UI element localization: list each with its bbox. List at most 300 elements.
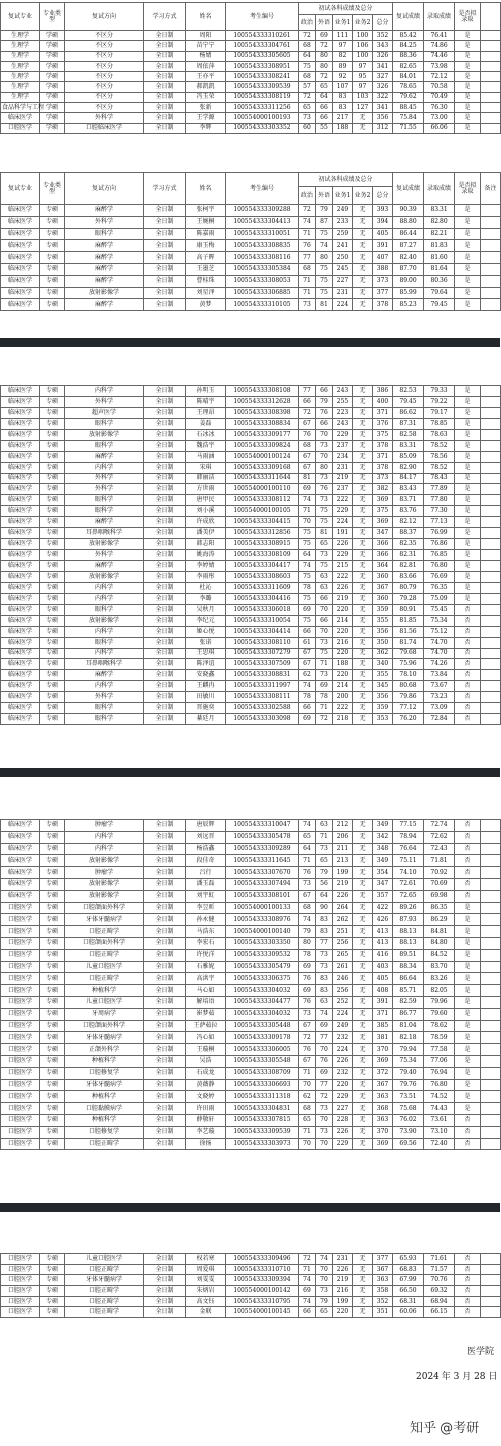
table-row (1, 1286, 501, 1297)
table-cell: 内科学 (65, 843, 144, 855)
table-cell: 全日制 (144, 831, 186, 843)
table-cell: 73.00 (424, 113, 455, 123)
table-cell: 石冰冰 (186, 429, 226, 440)
table-cell: 口腔正畸学 (65, 926, 144, 938)
table-cell: 72.40 (424, 1138, 455, 1150)
table-cell (481, 386, 501, 397)
table-cell (481, 648, 501, 659)
table-cell: 放射影像学 (65, 890, 144, 902)
table-cell: 84.52 (424, 949, 455, 961)
table-cell: 是 (455, 252, 481, 264)
table-row (1, 1067, 501, 1079)
table-cell: 219 (333, 878, 353, 890)
table-cell: 69.98 (424, 890, 455, 902)
table-cell: 无 (353, 1275, 373, 1286)
table-cell: 79.60 (424, 1008, 455, 1020)
table-cell: 220 (333, 1079, 353, 1091)
table-cell: 191 (333, 528, 353, 539)
table-cell: 72 (299, 1032, 316, 1044)
table-cell: 全日制 (144, 1103, 186, 1115)
table-cell: 学硕 (40, 82, 65, 92)
table-cell: 专硕 (40, 1138, 65, 1150)
table-cell: 79.45 (393, 396, 424, 407)
col-header: 复试专业 (1, 173, 40, 205)
table-cell: 种植科学 (65, 1091, 144, 1103)
table-cell: 86.44 (393, 228, 424, 240)
table-cell: 382 (373, 484, 393, 495)
table-cell: 100554333308709 (226, 1067, 299, 1079)
table-cell: 73 (316, 473, 333, 484)
table-cell: 王墨芝 (186, 263, 226, 275)
table-cell: 食品科学与工程 (1, 103, 40, 113)
table-cell: 专硕 (40, 914, 65, 926)
table-cell: 74.26 (424, 659, 455, 670)
table-row (1, 495, 501, 506)
table-cell: 79.64 (424, 287, 455, 299)
table-cell: 临床医学 (1, 703, 40, 714)
table-row (1, 1264, 501, 1275)
table-cell: 69 (316, 31, 333, 41)
table-cell: 70 (316, 451, 333, 462)
table-cell: 100554333305478 (226, 831, 299, 843)
table-cell: 78.43 (424, 473, 455, 484)
table-cell: 专硕 (40, 1079, 65, 1091)
table-cell: 371 (373, 1008, 393, 1020)
table-cell: 全日制 (144, 615, 186, 626)
col-header: 专业类型 (40, 173, 65, 205)
table-cell: 87.31 (393, 418, 424, 429)
table-cell: 359 (373, 703, 393, 714)
table-cell: 否 (455, 604, 481, 615)
table-cell: 237 (333, 484, 353, 495)
table-cell: 口腔正畸学 (65, 949, 144, 961)
table-cell: 牙周病学 (65, 1008, 144, 1020)
table-cell: 100554000100105 (226, 506, 299, 517)
table-cell: 83 (316, 926, 333, 938)
table-cell: 78.10 (393, 670, 424, 681)
table-cell: 100554333307670 (226, 867, 299, 879)
table-cell: 369 (373, 1055, 393, 1067)
table-cell: 临床医学 (1, 440, 40, 451)
table-cell: 无 (353, 582, 373, 593)
table-cell: 学硕 (40, 92, 65, 102)
table-cell: 385 (373, 1020, 393, 1032)
table-cell: 76.99 (424, 528, 455, 539)
table-cell: 81.64 (424, 263, 455, 275)
table-cell: 文晓婷 (186, 1091, 226, 1103)
table-cell: 79.76 (393, 1079, 424, 1091)
table-cell: 377 (373, 287, 393, 299)
table-cell: 85.09 (393, 451, 424, 462)
col-header: 复试方向 (65, 173, 144, 205)
table-cell: 363 (373, 1275, 393, 1286)
table-cell: 103 (353, 92, 373, 102)
table-cell: 79.33 (424, 386, 455, 397)
table-cell: 专硕 (40, 902, 65, 914)
table-cell: 全日制 (144, 593, 186, 604)
table-cell: 方世雨 (186, 484, 226, 495)
table-cell: 不区分 (65, 103, 144, 113)
table-cell (481, 263, 501, 275)
table-cell: 无 (353, 867, 373, 879)
table-cell: 100554333310054 (226, 615, 299, 626)
table-cell: 全日制 (144, 890, 186, 902)
table-cell: 214 (333, 615, 353, 626)
table-cell (481, 275, 501, 287)
table-cell: 全日制 (144, 299, 186, 311)
table-cell: 全日制 (144, 914, 186, 926)
col-header: 总分 (373, 187, 393, 205)
table-row (1, 692, 501, 703)
table-cell: 64 (316, 92, 333, 102)
table-cell: 67 (299, 890, 316, 902)
table-cell: 无 (353, 1103, 373, 1115)
table-cell: 97 (333, 41, 353, 51)
table-cell: 潘玉磊 (186, 878, 226, 890)
table-cell: 76.02 (393, 1114, 424, 1126)
table-cell: 专硕 (40, 1020, 65, 1032)
table-cell: 是 (455, 228, 481, 240)
table-cell: 临床医学 (1, 473, 40, 484)
table-cell: 73.09 (424, 703, 455, 714)
table-cell: 专硕 (40, 867, 65, 879)
table-cell: 石雅妮 (186, 961, 226, 973)
table-cell: 刘小溪 (186, 506, 226, 517)
table-cell: 100554333304416 (226, 593, 299, 604)
table-cell: 是 (455, 961, 481, 973)
table-cell: 71 (316, 659, 333, 670)
table-cell: 是 (455, 418, 481, 429)
table-cell: 75 (299, 571, 316, 582)
table-cell: 耳鼻咽喉科学 (65, 659, 144, 670)
table-cell: 67 (299, 659, 316, 670)
table-cell: 是 (455, 539, 481, 550)
table-cell: 403 (373, 961, 393, 973)
table-cell: 刘远晋 (186, 831, 226, 843)
table-cell: 78.56 (424, 451, 455, 462)
table-cell: 378 (373, 462, 393, 473)
table-row (1, 867, 501, 879)
table-cell: 专硕 (40, 407, 65, 418)
table-cell: 82.35 (393, 539, 424, 550)
table-cell: 100554333308111 (226, 692, 299, 703)
page-3 (0, 777, 500, 1203)
table-cell: 79.94 (393, 1044, 424, 1056)
table-cell: 206 (333, 831, 353, 843)
table-cell: 外科学 (65, 113, 144, 123)
table-cell: 生理学 (1, 82, 40, 92)
table-cell: 安晓鑫 (186, 670, 226, 681)
table-cell: 全日制 (144, 985, 186, 997)
table-cell: 无 (353, 528, 373, 539)
table-cell: 无 (353, 593, 373, 604)
table-row (1, 1032, 501, 1044)
table-cell: 82.21 (424, 228, 455, 240)
table-cell: 口腔医学 (1, 1032, 40, 1044)
table-cell: 217 (333, 113, 353, 123)
table-cell: 371 (373, 451, 393, 462)
table-cell (481, 949, 501, 961)
table-cell: 219 (333, 1275, 353, 1286)
table-cell: 专硕 (40, 275, 65, 287)
table-cell: 薛敬轩 (186, 1114, 226, 1126)
table-cell: 无 (353, 299, 373, 311)
table-row (1, 1044, 501, 1056)
table-cell: 224 (333, 299, 353, 311)
table-cell: 62 (299, 1091, 316, 1103)
table-cell: 牙体牙髓病学 (65, 1275, 144, 1286)
table-cell: 全日制 (144, 604, 186, 615)
table-cell: 249 (333, 205, 353, 217)
table-cell: 227 (333, 275, 353, 287)
table-cell (481, 92, 501, 102)
table-cell: 67 (299, 418, 316, 429)
table-cell: 80.79 (393, 582, 424, 593)
table-cell: 370 (373, 1044, 393, 1056)
table-cell: 72.12 (424, 72, 455, 82)
table-cell: 专硕 (40, 1055, 65, 1067)
table-cell: 否 (455, 703, 481, 714)
table-cell (481, 31, 501, 41)
table-cell: 王璇桐 (186, 1044, 226, 1056)
table-cell: 75.84 (393, 113, 424, 123)
table-cell: 83.70 (424, 961, 455, 973)
table-cell: 专硕 (40, 216, 65, 228)
table-cell: 是 (455, 429, 481, 440)
table-cell: 251 (333, 926, 353, 938)
table-cell: 72.84 (424, 714, 455, 725)
table-cell: 199 (333, 867, 353, 879)
table-cell: 学硕 (40, 72, 65, 82)
table-cell: 无 (353, 1114, 373, 1126)
table-row (1, 1079, 501, 1091)
table-cell: 57 (299, 82, 316, 92)
table-cell: 100 (353, 31, 373, 41)
table-cell: 80 (316, 252, 333, 264)
table-cell: 83.66 (393, 571, 424, 582)
table-cell: 麻醉学 (65, 451, 144, 462)
table-cell: 眼科学 (65, 506, 144, 517)
table-row (1, 582, 501, 593)
table-cell: 朱炳岩 (186, 1286, 226, 1297)
table-cell: 全日制 (144, 996, 186, 1008)
table-cell: 363 (373, 1091, 393, 1103)
table-cell (481, 240, 501, 252)
table-cell: 全日制 (144, 1020, 186, 1032)
table-cell: 口腔正畸学 (65, 973, 144, 985)
table-cell: 77.30 (424, 506, 455, 517)
table-cell: 专硕 (40, 973, 65, 985)
table-cell: 73 (316, 843, 333, 855)
table-cell: 80 (316, 61, 333, 71)
table-cell: 388 (373, 263, 393, 275)
table-cell: 临床医学 (1, 263, 40, 275)
table-cell: 376 (373, 418, 393, 429)
table-cell: 64 (299, 51, 316, 61)
table-cell: 口腔医学 (1, 1103, 40, 1115)
table-cell: 66.50 (393, 1286, 424, 1297)
table-cell: 362 (373, 648, 393, 659)
table-cell: 专硕 (40, 615, 65, 626)
table-cell: 367 (373, 1079, 393, 1091)
table-cell: 是 (455, 386, 481, 397)
table-row (1, 407, 501, 418)
table-cell: 麻醉学 (65, 240, 144, 252)
table-cell: 无 (353, 985, 373, 997)
table-cell: 是 (455, 1044, 481, 1056)
table-cell: 69 (299, 961, 316, 973)
table-cell: 口腔医学 (1, 1067, 40, 1079)
table-cell: 綦廷月 (186, 714, 226, 725)
table-cell: 100554333308241 (226, 72, 299, 82)
table-cell: 内科学 (65, 831, 144, 843)
table-cell: 71 (299, 287, 316, 299)
table-row (1, 843, 501, 855)
table-cell: 外科学 (65, 484, 144, 495)
table-cell: 金联 (186, 1307, 226, 1318)
table-cell (481, 440, 501, 451)
table-cell: 78.52 (424, 440, 455, 451)
table-cell: 85.42 (393, 31, 424, 41)
table-cell: 347 (373, 878, 393, 890)
table-cell: 是 (455, 914, 481, 926)
table-cell: 王学源 (186, 113, 226, 123)
table-cell: 全日制 (144, 517, 186, 528)
table-cell: 71 (316, 831, 333, 843)
table-cell: 100554333304477 (226, 996, 299, 1008)
table-cell (481, 843, 501, 855)
table-cell: 口腔医学 (1, 1126, 40, 1138)
table-cell: 无 (353, 1091, 373, 1103)
table-cell: 100554333310105 (226, 299, 299, 311)
table-cell: 100554333305605 (226, 51, 299, 61)
table-row (1, 451, 501, 462)
table-cell: 386 (373, 386, 393, 397)
table-cell: 放射影像学 (65, 429, 144, 440)
table-cell: 临床医学 (1, 418, 40, 429)
table-cell: 专硕 (40, 1067, 65, 1079)
table-cell: 71 (299, 1126, 316, 1138)
table-row (1, 670, 501, 681)
table-cell: 90 (316, 902, 333, 914)
table-cell: 69.32 (424, 1286, 455, 1297)
table-cell: 全日制 (144, 1275, 186, 1286)
table-cell (481, 593, 501, 604)
table-cell: 无 (353, 216, 373, 228)
table-cell: 76 (299, 867, 316, 879)
table-cell: 麻醉学 (65, 561, 144, 572)
table-cell: 临床医学 (1, 429, 40, 440)
table-cell: 全日制 (144, 1264, 186, 1275)
table-cell: 无 (353, 914, 373, 926)
table-cell: 放射影像学 (65, 287, 144, 299)
table-cell: 75 (316, 275, 333, 287)
table-cell (481, 996, 501, 1008)
table-cell: 全日制 (144, 1044, 186, 1056)
table-cell: 75.12 (424, 626, 455, 637)
table-cell: 不区分 (65, 51, 144, 61)
table-cell: 否 (455, 659, 481, 670)
table-row (1, 539, 501, 550)
table-cell: 100554333310047 (226, 820, 299, 832)
table-cell: 78 (316, 692, 333, 703)
table-cell: 76 (299, 429, 316, 440)
table-row (1, 1020, 501, 1032)
table-cell: 陈泽谊 (186, 659, 226, 670)
col-header: 业务2 (353, 187, 373, 205)
table-cell: 74.43 (424, 1103, 455, 1115)
table-cell: 无 (353, 407, 373, 418)
table-cell: 326 (373, 82, 393, 92)
table-cell: 全日制 (144, 902, 186, 914)
table-row (1, 386, 501, 397)
table-cell: 73 (316, 637, 333, 648)
table-cell: 188 (333, 659, 353, 670)
table-cell: 是 (455, 484, 481, 495)
table-cell: 眼科学 (65, 418, 144, 429)
table-cell: 72 (316, 72, 333, 82)
table-cell: 口腔医学 (1, 1020, 40, 1032)
table-cell: 不区分 (65, 72, 144, 82)
table-cell: 100554333311644 (226, 473, 299, 484)
table-cell: 全日制 (144, 1114, 186, 1126)
table-cell: 100554333305384 (226, 263, 299, 275)
table-cell: 全日制 (144, 1254, 186, 1265)
table-cell: 是 (455, 937, 481, 949)
table-cell: 71 (299, 855, 316, 867)
table-cell: 66 (316, 113, 333, 123)
table-cell (481, 473, 501, 484)
table-cell: 75 (316, 517, 333, 528)
table-cell: 65 (316, 82, 333, 92)
table-cell: 100554333304413 (226, 216, 299, 228)
table-cell: 229 (333, 429, 353, 440)
table-cell: 354 (373, 867, 393, 879)
col-header: 复试方向 (65, 3, 144, 31)
table-row (1, 1114, 501, 1126)
table-cell (481, 72, 501, 82)
table-cell: 69 (299, 484, 316, 495)
table-cell: 李艺璇 (186, 1126, 226, 1138)
table-row (1, 287, 501, 299)
table-cell: 口腔医学 (1, 123, 40, 133)
table-cell: 70 (316, 1264, 333, 1275)
table-cell: 356 (373, 626, 393, 637)
table-cell: 全日制 (144, 1091, 186, 1103)
table-row (1, 473, 501, 484)
table-cell: 口腔医学 (1, 1091, 40, 1103)
table-cell: 100554333303098 (226, 714, 299, 725)
table-cell: 261 (333, 961, 353, 973)
table-cell: 100554333312856 (226, 528, 299, 539)
table-cell: 83.26 (424, 973, 455, 985)
table-cell: 全日制 (144, 714, 186, 725)
table-cell: 369 (373, 1138, 393, 1150)
table-cell: 权若寒 (186, 1254, 226, 1265)
table-cell: 冯玉荣 (186, 92, 226, 102)
table-cell: 临床医学 (1, 561, 40, 572)
table-cell: 不区分 (65, 31, 144, 41)
table-cell: 无 (353, 1055, 373, 1067)
table-cell: 无 (353, 440, 373, 451)
table-cell: 74 (299, 820, 316, 832)
table-cell (481, 41, 501, 51)
table-cell: 解培语 (186, 996, 226, 1008)
table-cell: 无 (353, 637, 373, 648)
table-cell: 243 (333, 386, 353, 397)
table-cell: 67 (299, 1020, 316, 1032)
table-cell: 放射影像学 (65, 571, 144, 582)
